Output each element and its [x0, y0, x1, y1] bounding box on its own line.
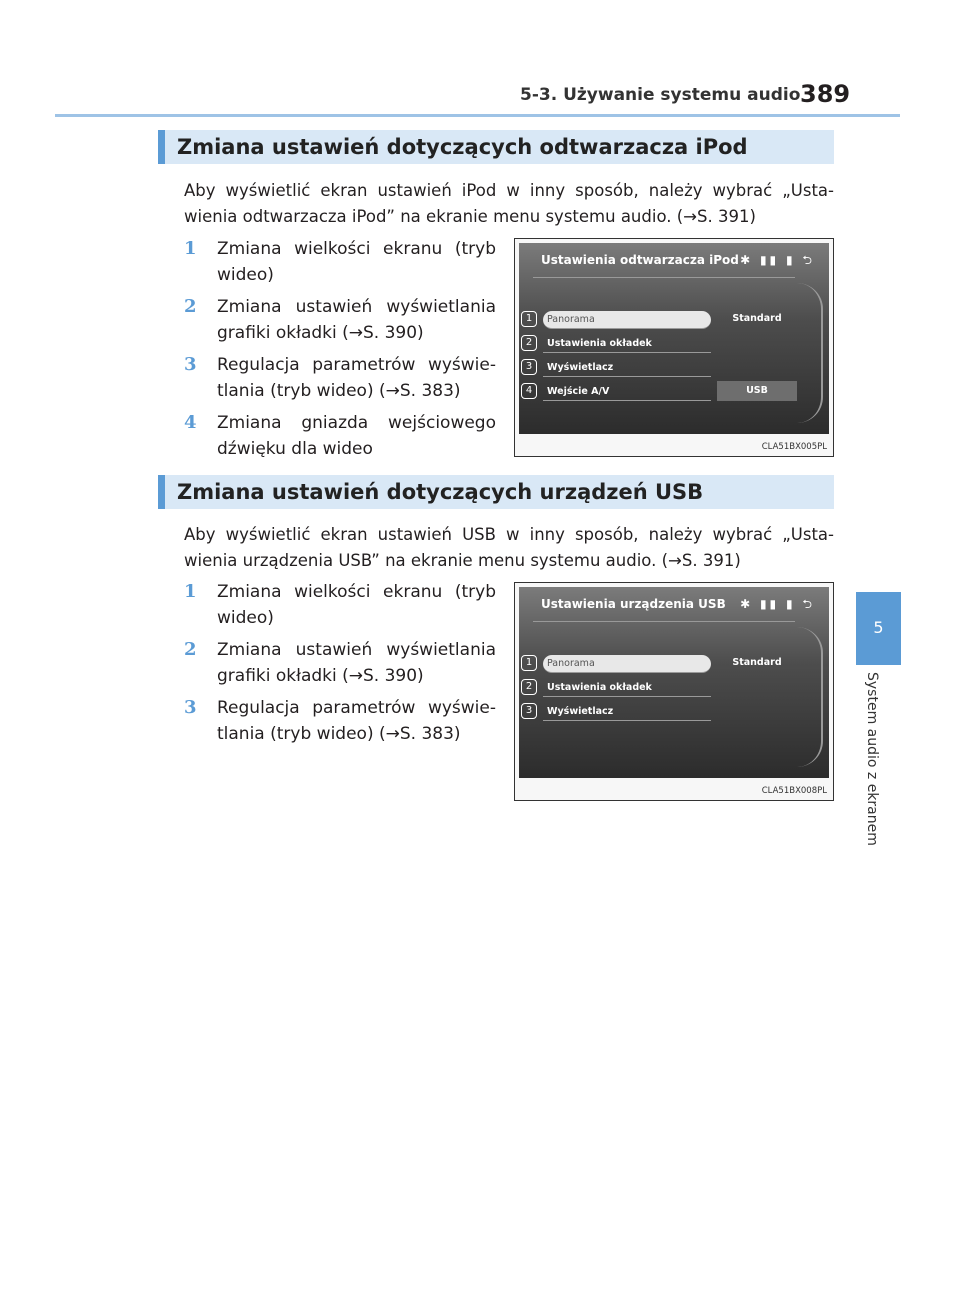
- screen-value-standard: Standard: [732, 657, 782, 668]
- callout-number: 3: [521, 359, 537, 375]
- image-code: CLA51BX008PL: [761, 786, 827, 796]
- chapter-tab: 5: [856, 592, 901, 665]
- item-text: Regulacja parametrów wyświe-tlania (tryb wideo) (→S. 383): [217, 698, 496, 744]
- item-number: 3: [184, 354, 197, 375]
- screen-row-okladki: Ustawienia okładek: [543, 335, 711, 353]
- screen-title: Ustawienia odtwarzacza iPod: [541, 253, 739, 267]
- screenshot-ipod-settings: [514, 238, 834, 457]
- callout-number: 2: [521, 335, 537, 351]
- screen-value-usb: USB: [717, 381, 797, 401]
- screen-row-wyswietlacz: Wyświetlacz: [543, 359, 711, 377]
- list-item: [184, 695, 496, 747]
- screen-display: [519, 587, 829, 778]
- callout-number: 1: [521, 655, 537, 671]
- section-intro-ipod: Aby wyświetlić ekran ustawień iPod w inny sposób, należy wybrać „Usta-wienia odtwarzacza iPod” na ekranie menu systemu audio. (→S. 391): [184, 181, 834, 226]
- item-number: 1: [184, 581, 197, 602]
- screenshot-usb-settings: [514, 582, 834, 801]
- section-heading-ipod: Zmiana ustawień dotyczących odtwarzacza iPod: [158, 130, 834, 164]
- page-number: 389: [800, 80, 851, 108]
- screen-display: [519, 243, 829, 434]
- chapter-tab-label: System audio z ekranem: [864, 672, 880, 846]
- list-item: [184, 352, 496, 404]
- callout-number: 3: [521, 703, 537, 719]
- status-icons: ✱ ▮▮ ▮ ⮌: [740, 253, 815, 267]
- status-icons: ✱ ▮▮ ▮ ⮌: [740, 597, 815, 611]
- header-rule: [55, 114, 900, 117]
- list-item: [184, 294, 496, 346]
- screen-title: Ustawienia urządzenia USB: [541, 597, 726, 611]
- screen-divider: [533, 621, 795, 622]
- item-number: 3: [184, 697, 197, 718]
- screen-value-standard: Standard: [732, 313, 782, 324]
- callout-number: 1: [521, 311, 537, 327]
- screen-row-panorama: Panorama: [543, 311, 711, 329]
- item-text: Zmiana ustawień wyświetlania grafiki okładki (→S. 390): [217, 640, 496, 686]
- item-text: Zmiana wielkości ekranu (tryb wideo): [217, 239, 496, 285]
- scroll-arc: [797, 283, 823, 423]
- list-item: [184, 637, 496, 689]
- item-list-ipod: [184, 236, 496, 468]
- item-number: 4: [184, 412, 197, 433]
- image-code: CLA51BX005PL: [761, 442, 827, 452]
- list-item: [184, 236, 496, 288]
- scroll-arc: [797, 627, 823, 767]
- screen-row-wyswietlacz: Wyświetlacz: [543, 703, 711, 721]
- item-text: Zmiana wielkości ekranu (tryb wideo): [217, 582, 496, 628]
- list-item: [184, 579, 496, 631]
- item-text: Zmiana ustawień wyświetlania grafiki okładki (→S. 390): [217, 297, 496, 343]
- chapter-heading: 5-3. Używanie systemu audio: [520, 85, 801, 105]
- callout-number: 4: [521, 383, 537, 399]
- screen-row-panorama: Panorama: [543, 655, 711, 673]
- item-text: Zmiana gniazda wejściowego dźwięku dla wideo: [217, 413, 496, 459]
- item-number: 2: [184, 296, 197, 317]
- section-intro-usb: Aby wyświetlić ekran ustawień USB w inny sposób, należy wybrać „Usta-wienia urządzenia USB” na ekranie menu systemu audio. (→S. 391): [184, 525, 834, 570]
- item-text: Regulacja parametrów wyświe-tlania (tryb wideo) (→S. 383): [217, 355, 496, 401]
- screen-divider: [533, 277, 795, 278]
- section-heading-usb: Zmiana ustawień dotyczących urządzeń USB: [158, 475, 834, 509]
- screen-row-okladki: Ustawienia okładek: [543, 679, 711, 697]
- list-item: [184, 410, 496, 462]
- screen-row-wejscie: Wejście A/V: [543, 383, 711, 401]
- callout-number: 2: [521, 679, 537, 695]
- item-list-usb: [184, 579, 496, 753]
- item-number: 2: [184, 639, 197, 660]
- item-number: 1: [184, 238, 197, 259]
